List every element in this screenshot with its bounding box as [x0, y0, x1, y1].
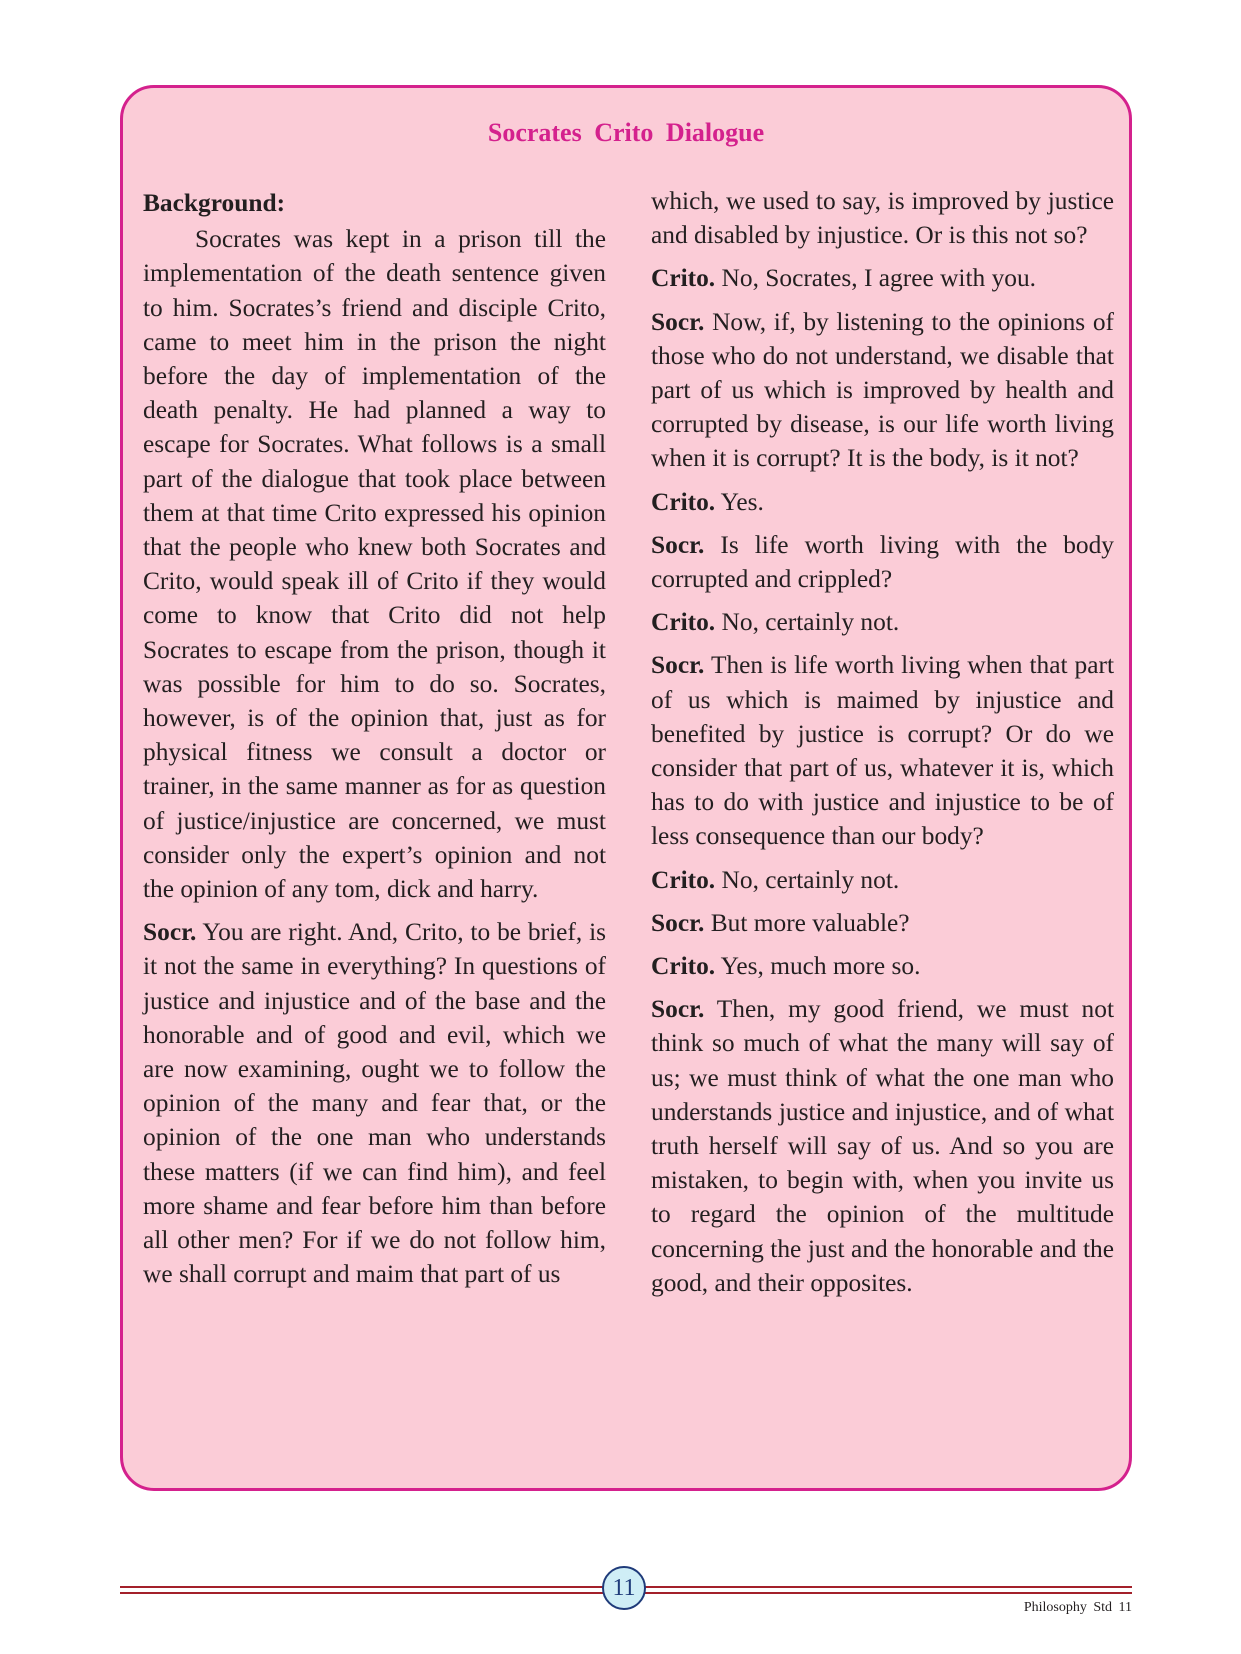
speaker-label: Socr. [651, 908, 705, 937]
speaker-label: Crito. [651, 264, 716, 293]
dialogue-line [143, 915, 606, 1291]
speaker-label: Crito. [651, 865, 716, 894]
content-box [120, 85, 1132, 1491]
speaker-label: Socr. [651, 307, 705, 336]
page-number: 11 [602, 1566, 646, 1610]
dialogue-text: No, Socrates, I agree with you. [721, 264, 1037, 293]
dialogue-line [651, 605, 1114, 639]
speaker-label: Socr. [143, 918, 197, 947]
dialogue-line [651, 305, 1114, 476]
dialogue-text: But more valuable? [710, 908, 910, 937]
dialogue-text: Yes, much more so. [720, 952, 921, 981]
speaker-label: Socr. [651, 530, 705, 559]
background-paragraph: Socrates was kept in a prison till the implementation of the death sentence given to him. Socrates’s friend and disciple Crito, came to meet him in the prison the night before the day of implementation of the death penalty. He had planned a way to escape for Socrates. What follows is a small part of the dialogue that took place between them at that time Crito expressed his opinion that the people who knew both Socrates and Crito, would speak ill of Crito if they would come to know that Crito did not help Socrates to escape from the prison, though it was possible for him to do so. Socrates, however, is of the opinion that, just as for physical fitness we consult a doctor or trainer, in the same manner as for as question of justice/injustice are concerned, we must consider only the expert’s opinion and not the opinion of any tom, dick and harry. [143, 225, 606, 904]
dialogue-text: Now, if, by listening to the opinions of those who do not understand, we disable that part of us which is improved by health and corrupted by disease, is our life worth living when it is corrupt? It is the body, is it not? [651, 307, 1114, 473]
dialogue-line [651, 992, 1114, 1300]
speaker-label: Socr. [651, 651, 705, 680]
dialogue-text: No, certainly not. [721, 865, 900, 894]
dialogue-text: Then, my good friend, we must not think so much of what the many will say of us; we must think of what the one man who understands justice and injustice, and of what truth herself will say of us. And so you are mistaken, to begin with, when you invite us to regard the opinion of the multitude concerning the just and the honorable and the good, and their opposites. [651, 995, 1114, 1297]
footer-book-title: Philosophy Std 11 [1023, 1600, 1132, 1615]
dialogue-line [651, 528, 1114, 596]
dialogue-text: No, certainly not. [721, 608, 900, 637]
dialogue-line [651, 863, 1114, 897]
right-column [651, 184, 1114, 1309]
speaker-label: Crito. [651, 608, 716, 637]
dialogue-text: Yes. [720, 487, 764, 516]
dialogue-line [651, 261, 1114, 295]
box-title: Socrates Crito Dialogue [487, 118, 765, 147]
dialogue-text: Is life worth living with the body corrupted and crippled? [651, 530, 1114, 594]
speaker-label: Crito. [651, 487, 716, 516]
background-heading: Background: [143, 189, 286, 217]
dialogue-line [651, 485, 1114, 519]
dialogue-line [651, 906, 1114, 940]
left-column [143, 186, 606, 1301]
dialogue-line [651, 949, 1114, 983]
dialogue-line [651, 648, 1114, 853]
speaker-label: Crito. [651, 952, 716, 981]
speaker-label: Socr. [651, 995, 705, 1024]
dialogue-text: You are right. And, Crito, to be brief, is it not the same in everything? In questions of justice and injustice and of the base and the honorable and of good and evil, which we are now examining, ought we to follow the opinion of the many and fear that, or the opinion of the one man who understands these matters (if we can find him), and feel more shame and fear before him than before all other men? For if we do not follow him, we shall corrupt and maim that part of us [143, 918, 607, 1289]
continued-paragraph: which, we used to say, is improved by justice and disabled by injustice. Or is this not so? [651, 187, 1114, 250]
dialogue-text: Then is life worth living when that part of us which is maimed by injustice and benefited by justice is corrupt? Or do we consider that part of us, whatever it is, which has to do with justice and injustice to be of less consequence than our body? [651, 651, 1115, 851]
